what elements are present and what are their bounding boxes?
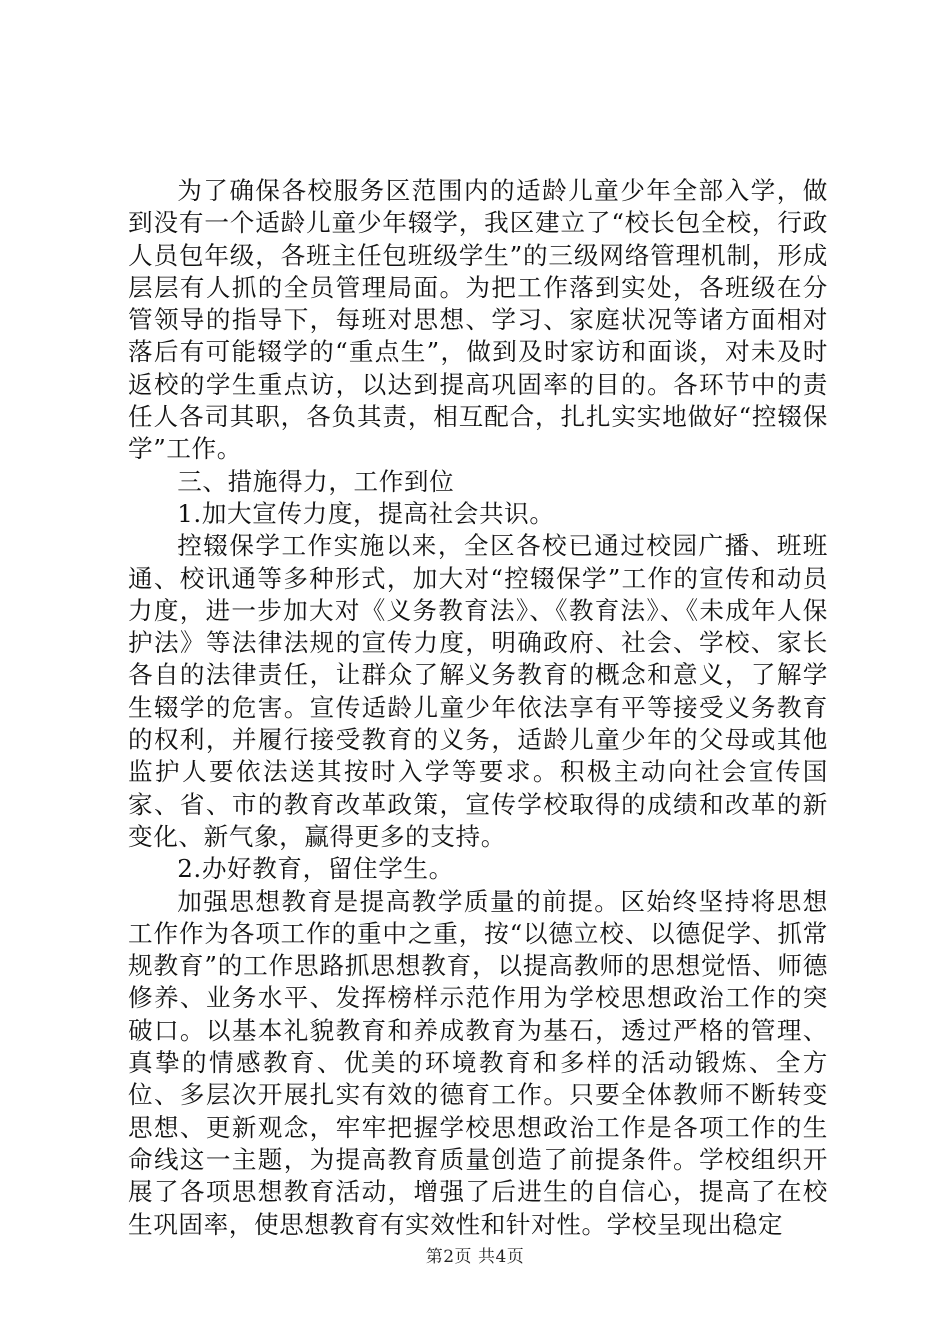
paragraph-ideological-education: 加强思想教育是提高教学质量的前提。区始终坚持将思想工作作为各项工作的重中之重，按“以德立校、以德促学、抓常规教育”的工作思路抓思想教育，以提高教师的思想觉悟、师德修养、业务水平、发挥榜样示范作用为学校思想政治工作的突破口。以基本礼貌教育和养成教育为基石，透过严格的管理、真挚的情感教育、优美的环境教育和多样的活动锻炼、全方位、多层次开展扎实有效的德育工作。只要全体教师不断转变思想、更新观念，牢牢把握学校思想政治工作是各项工作的生命线这一主题，为提高教育质量创造了前提条件。学校组织开展了各项思想教育活动，增强了后进生的自信心，提高了在校生巩固率，使思想教育有实效性和针对性。学校呈现出稳定 xyxy=(128,886,828,1239)
subheading-good-education: 2.办好教育，留住学生。 xyxy=(177,854,454,884)
paragraph-publicity: 控辍保学工作实施以来，全区各校已通过校园广播、班班通、校讯通等多种形式，加大对“控辍保学”工作的宣传和动员力度，进一步加大对《义务教育法》、《教育法》、《未成年人保护法》等法律法规的宣传力度，明确政府、社会、学校、家长各自的法律责任，让群众了解义务教育的概念和意义，了解学生辍学的危害。宣传适龄儿童少年依法享有平等接受义务教育的权利，并履行接受教育的义务，适龄儿童少年的父母或其他监护人要依法送其按时入学等要求。积极主动向社会宣传国家、省、市的教育改革政策，宣传学校取得的成绩和改革的新变化、新气象，赢得更多的支持。 xyxy=(128,531,828,851)
page-number-footer: 第2页 共4页 xyxy=(425,1247,525,1267)
subheading-publicity: 1.加大宣传力度，提高社会共识。 xyxy=(177,498,555,528)
section-heading-measures: 三、措施得力，工作到位 xyxy=(177,466,455,496)
paragraph-management-mechanism: 为了确保各校服务区范围内的适龄儿童少年全部入学，做到没有一个适龄儿童少年辍学，我区建立了“校长包全校，行政人员包年级，各班主任包班级学生”的三级网络管理机制，形成层层有人抓的全员管理局面。为把工作落到实处，各班级在分管领导的指导下，每班对思想、学习、家庭状况等诸方面相对落后有可能辍学的“重点生”，做到及时家访和面谈，对未及时返校的学生重点访，以达到提高巩固率的目的。各环节中的责任人各司其职，各负其责，相互配合，扎扎实实地做好“控辍保学”工作。 xyxy=(128,176,828,464)
document-body xyxy=(128,175,828,1241)
